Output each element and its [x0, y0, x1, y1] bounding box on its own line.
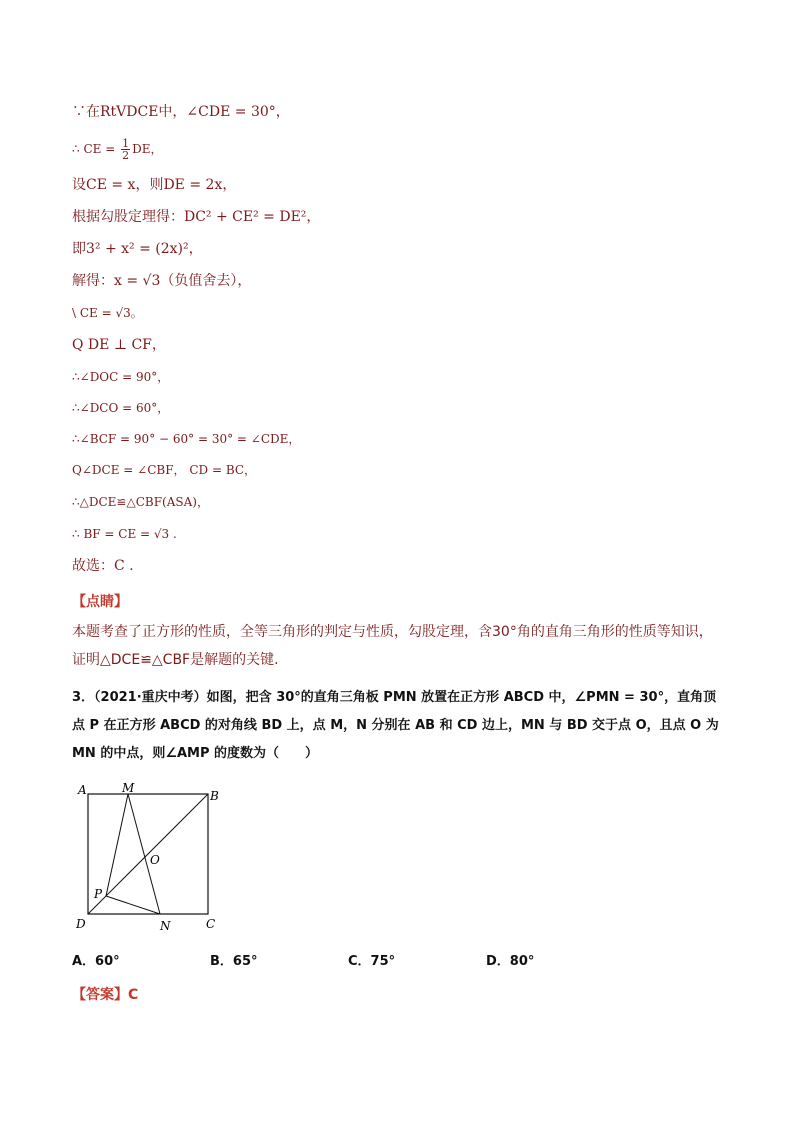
solution-line-13: ∴△DCE≌△CBF(ASA)，: [72, 495, 209, 509]
solution-line-8: Q DE ⊥ CF，: [72, 337, 166, 353]
option-b: B．65°: [210, 954, 258, 969]
answer-value: C: [128, 987, 139, 1003]
option-c: C．75°: [348, 954, 396, 969]
fraction-suffix: DE，: [132, 142, 163, 156]
answer-line: [72, 984, 138, 1004]
label-a: A: [78, 783, 87, 797]
solution-line-5: 即3² + x² = (2x)²，: [72, 241, 203, 257]
solution-line-2: [72, 134, 162, 164]
label-b: B: [210, 789, 219, 803]
option-d: D．80°: [486, 954, 535, 969]
solution-line-7: \ CE = √3。: [72, 306, 143, 320]
label-c: C: [206, 917, 216, 931]
solution-line-12: Q∠DCE = ∠CBF， CD = BC，: [72, 463, 257, 477]
fraction-half: [121, 138, 130, 161]
solution-line-1: ∵在RtVDCE中，∠CDE = 30°，: [72, 104, 290, 120]
solution-line-6: 解得：x = √3（负值舍去），: [72, 273, 252, 289]
comment-tag-text: 【点睛】: [72, 594, 128, 610]
geometry-figure: [72, 782, 252, 946]
comment-text: 本题考查了正方形的性质，全等三角形的判定与性质，勾股定理，含30°角的直角三角形的性质等知识，证明△DCE≌△CBF是解题的关键.: [72, 624, 713, 668]
solution-line-10: ∴∠DCO = 60°，: [72, 401, 170, 415]
solution-line-9: ∴∠DOC = 90°，: [72, 370, 170, 384]
label-d: D: [76, 917, 86, 931]
solution-line-3: 设CE = x，则DE = 2x，: [72, 177, 237, 193]
answer-tag: 【答案】: [72, 987, 128, 1003]
solution-line-15: 故选：C .: [72, 558, 134, 574]
option-a: A．60°: [72, 954, 120, 969]
label-n: N: [160, 919, 171, 933]
segment-mp: [106, 794, 128, 896]
fraction-denominator: 2: [122, 149, 130, 162]
solution-line-4: 根据勾股定理得：DC² + CE² = DE²，: [72, 209, 321, 225]
fraction-numerator: 1: [122, 137, 130, 150]
square-diagram: [72, 782, 252, 942]
label-o: O: [150, 853, 160, 867]
question-text: 3．（2021·重庆中考）如图，把含 30°的直角三角板 PMN 放置在正方形 ABCD 中，∠PMN = 30°，直角顶点 P 在正方形 ABCD 的对角线 BD 上，点 M，N 分别在 AB 和 CD 边上，MN 与 BD 交于点 O，且点 O 为 MN 的中点，则∠AMP 的度数为（ ）: [72, 690, 719, 761]
comment-tag: [72, 592, 128, 612]
label-m: M: [122, 782, 135, 795]
solution-line-11: ∴∠BCF = 90° − 60° = 30° = ∠CDE，: [72, 432, 301, 446]
fraction-prefix: ∴ CE =: [72, 142, 120, 156]
label-p: P: [94, 887, 103, 901]
segment-pn: [106, 896, 160, 914]
solution-line-14: ∴ BF = CE = √3 .: [72, 527, 177, 541]
